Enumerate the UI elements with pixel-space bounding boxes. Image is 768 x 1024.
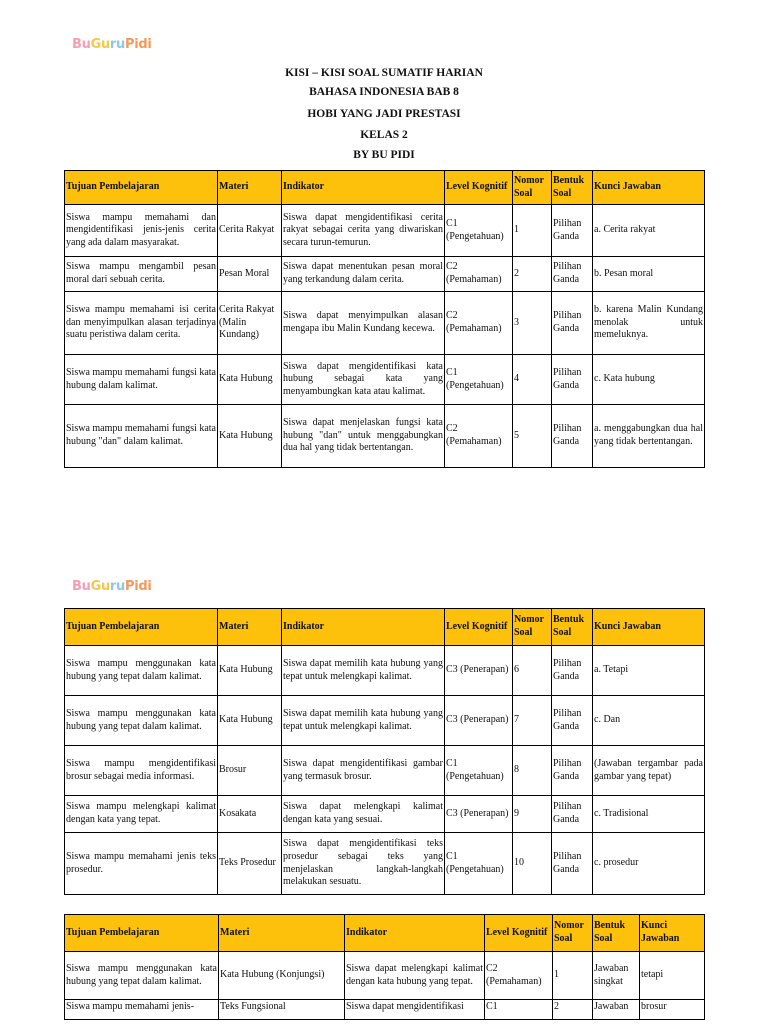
bugurupidi-logo: BuGuruPidi: [72, 579, 152, 594]
cell-materi: Pesan Moral: [218, 257, 282, 292]
table-row: [65, 257, 705, 292]
col-header-materi: Materi: [219, 915, 345, 952]
cell-tujuan: Siswa mampu menggunakan kata hubung yang tepat dalam kalimat.: [65, 646, 218, 696]
col-header-level: Level Kognitif: [445, 609, 513, 646]
cell-bentuk: Pilihan Ganda: [552, 696, 593, 746]
heading-title: KISI – KISI SOAL SUMATIF HARIAN: [285, 67, 483, 79]
cell-bentuk: Jawaban singkat: [593, 952, 640, 1000]
cell-tujuan: Siswa mampu memahami jenis teks prosedur.: [65, 833, 218, 895]
cell-kunci: a. Cerita rakyat: [593, 205, 705, 257]
cell-nomor: 6: [513, 646, 552, 696]
cell-tujuan: Siswa mampu mengambil pesan moral dari sebuah cerita.: [65, 257, 218, 292]
cell-kunci: b. Pesan moral: [593, 257, 705, 292]
cell-materi: Teks Fungsional: [219, 1000, 345, 1020]
col-header-nomor: Nomor Soal: [553, 915, 593, 952]
col-header-tujuan: Tujuan Pembelajaran: [65, 171, 218, 205]
col-header-tujuan: Tujuan Pembelajaran: [65, 915, 219, 952]
cell-bentuk: Pilihan Ganda: [552, 405, 593, 468]
heading-author: BY BU PIDI: [353, 149, 415, 161]
cell-level: C3 (Penerapan): [445, 796, 513, 833]
table-row: [65, 205, 705, 257]
cell-level: C3 (Penerapan): [445, 646, 513, 696]
cell-kunci: c. Kata hubung: [593, 355, 705, 405]
cell-bentuk: Pilihan Ganda: [552, 292, 593, 355]
bugurupidi-logo: BuGuruPidi: [72, 37, 152, 52]
cell-tujuan: Siswa mampu memahami fungsi kata hubung "dan" dalam kalimat.: [65, 405, 218, 468]
cell-kunci: c. prosedur: [593, 833, 705, 895]
col-header-level: Level Kognitif: [485, 915, 553, 952]
cell-kunci: a. menggabungkan dua hal yang tidak bertentangan.: [593, 405, 705, 468]
col-header-kunci: Kunci Jawaban: [593, 171, 705, 205]
table-row: [65, 833, 705, 895]
col-header-kunci: Kunci Jawaban: [593, 609, 705, 646]
table-row: [65, 796, 705, 833]
col-header-indikator: Indikator: [282, 609, 445, 646]
cell-materi: Cerita Rakyat: [218, 205, 282, 257]
cell-nomor: 5: [513, 405, 552, 468]
cell-nomor: 8: [513, 746, 552, 796]
cell-indikator: Siswa dapat memilih kata hubung yang tepat untuk melengkapi kalimat.: [282, 646, 445, 696]
kisi-table-2: [64, 608, 705, 895]
cell-materi: Kata Hubung: [218, 355, 282, 405]
cell-kunci: c. Tradisional: [593, 796, 705, 833]
cell-level: C2 (Pemahaman): [445, 405, 513, 468]
cell-level: C1 (Pengetahuan): [445, 355, 513, 405]
cell-nomor: 4: [513, 355, 552, 405]
cell-materi: Kata Hubung: [218, 696, 282, 746]
cell-materi: Kata Hubung: [218, 646, 282, 696]
col-header-kunci: Kunci Jawaban: [640, 915, 705, 952]
cell-indikator: Siswa dapat mengidentifikasi gambar yang termasuk brosur.: [282, 746, 445, 796]
cell-kunci: tetapi: [640, 952, 705, 1000]
cell-materi: Kosakata: [218, 796, 282, 833]
heading-class: KELAS 2: [360, 129, 408, 141]
cell-level: C1 (Pengetahuan): [445, 746, 513, 796]
cell-bentuk: Pilihan Ganda: [552, 796, 593, 833]
kisi-table-3: [64, 914, 705, 1020]
cell-kunci: brosur: [640, 1000, 705, 1020]
table-row: [65, 696, 705, 746]
cell-tujuan: Siswa mampu mengidentifikasi brosur sebagai media informasi.: [65, 746, 218, 796]
cell-nomor: 10: [513, 833, 552, 895]
cell-tujuan: Siswa mampu melengkapi kalimat dengan kata yang tepat.: [65, 796, 218, 833]
cell-level: C1 (Pengetahuan): [445, 833, 513, 895]
col-header-indikator: Indikator: [345, 915, 485, 952]
col-header-indikator: Indikator: [282, 171, 445, 205]
table-header-row: [65, 609, 705, 646]
table-row: [65, 355, 705, 405]
cell-nomor: 1: [553, 952, 593, 1000]
table-row: [65, 746, 705, 796]
cell-tujuan: Siswa mampu menggunakan kata hubung yang tepat dalam kalimat.: [65, 952, 219, 1000]
cell-indikator: Siswa dapat melengkapi kalimat dengan kata hubung yang tepat.: [345, 952, 485, 1000]
cell-materi: Teks Prosedur: [218, 833, 282, 895]
cell-level: C1: [485, 1000, 553, 1020]
cell-bentuk: Pilihan Ganda: [552, 205, 593, 257]
cell-indikator: Siswa dapat mengidentifikasi: [345, 1000, 485, 1020]
cell-bentuk: Pilihan Ganda: [552, 746, 593, 796]
table-header-row: [65, 171, 705, 205]
cell-materi: Kata Hubung (Konjungsi): [219, 952, 345, 1000]
cell-materi: Cerita Rakyat (Malin Kundang): [218, 292, 282, 355]
cell-indikator: Siswa dapat mengidentifikasi kata hubung sebagai kata yang menyambungkan kata atau kalimat.: [282, 355, 445, 405]
col-header-bentuk: Bentuk Soal: [552, 609, 593, 646]
cell-bentuk: Jawaban: [593, 1000, 640, 1020]
table-row: [65, 1000, 705, 1020]
cell-nomor: 3: [513, 292, 552, 355]
cell-tujuan: Siswa mampu memahami fungsi kata hubung dalam kalimat.: [65, 355, 218, 405]
cell-indikator: Siswa dapat melengkapi kalimat dengan kata yang sesuai.: [282, 796, 445, 833]
col-header-level: Level Kognitif: [445, 171, 513, 205]
table-header-row: [65, 915, 705, 952]
cell-materi: Brosur: [218, 746, 282, 796]
table-row: [65, 952, 705, 1000]
col-header-materi: Materi: [218, 171, 282, 205]
table-row: [65, 292, 705, 355]
cell-tujuan: Siswa mampu memahami dan mengidentifikasi jenis-jenis cerita yang ada dalam masyarakat.: [65, 205, 218, 257]
cell-tujuan: Siswa mampu memahami isi cerita dan menyimpulkan alasan terjadinya suatu peristiwa dalam cerita.: [65, 292, 218, 355]
table-row: [65, 405, 705, 468]
cell-nomor: 9: [513, 796, 552, 833]
cell-bentuk: Pilihan Ganda: [552, 355, 593, 405]
cell-level: C2 (Pemahaman): [445, 292, 513, 355]
cell-nomor: 2: [553, 1000, 593, 1020]
cell-level: C2 (Pemahaman): [445, 257, 513, 292]
cell-indikator: Siswa dapat mengidentifikasi cerita rakyat sebagai cerita yang diwariskan secara turun-temurun.: [282, 205, 445, 257]
col-header-nomor: Nomor Soal: [513, 171, 552, 205]
cell-tujuan: Siswa mampu memahami jenis-: [65, 1000, 219, 1020]
cell-level: C3 (Penerapan): [445, 696, 513, 746]
cell-indikator: Siswa dapat mengidentifikasi teks prosedur sebagai teks yang menjelaskan langkah-langkah melakukan sesuatu.: [282, 833, 445, 895]
cell-kunci: b. karena Malin Kundang menolak untuk memeluknya.: [593, 292, 705, 355]
cell-kunci: c. Dan: [593, 696, 705, 746]
cell-indikator: Siswa dapat menyimpulkan alasan mengapa ibu Malin Kundang kecewa.: [282, 292, 445, 355]
col-header-materi: Materi: [218, 609, 282, 646]
cell-level: C1 (Pengetahuan): [445, 205, 513, 257]
cell-bentuk: Pilihan Ganda: [552, 833, 593, 895]
col-header-nomor: Nomor Soal: [513, 609, 552, 646]
cell-bentuk: Pilihan Ganda: [552, 257, 593, 292]
cell-tujuan: Siswa mampu menggunakan kata hubung yang tepat dalam kalimat.: [65, 696, 218, 746]
cell-materi: Kata Hubung: [218, 405, 282, 468]
cell-indikator: Siswa dapat menentukan pesan moral yang terkandung dalam cerita.: [282, 257, 445, 292]
cell-indikator: Siswa dapat memilih kata hubung yang tepat untuk melengkapi kalimat.: [282, 696, 445, 746]
heading-topic: HOBI YANG JADI PRESTASI: [307, 108, 461, 120]
cell-indikator: Siswa dapat menjelaskan fungsi kata hubung "dan" untuk menggabungkan dua hal yang tidak bertentangan.: [282, 405, 445, 468]
cell-kunci: (Jawaban tergambar pada gambar yang tepat): [593, 746, 705, 796]
cell-nomor: 2: [513, 257, 552, 292]
kisi-table-1: [64, 170, 705, 468]
cell-level: C2 (Pemahaman): [485, 952, 553, 1000]
cell-nomor: 1: [513, 205, 552, 257]
heading-subject: BAHASA INDONESIA BAB 8: [309, 86, 459, 98]
col-header-tujuan: Tujuan Pembelajaran: [65, 609, 218, 646]
col-header-bentuk: Bentuk Soal: [552, 171, 593, 205]
col-header-bentuk: Bentuk Soal: [593, 915, 640, 952]
cell-nomor: 7: [513, 696, 552, 746]
cell-kunci: a. Tetapi: [593, 646, 705, 696]
table-row: [65, 646, 705, 696]
cell-bentuk: Pilihan Ganda: [552, 646, 593, 696]
